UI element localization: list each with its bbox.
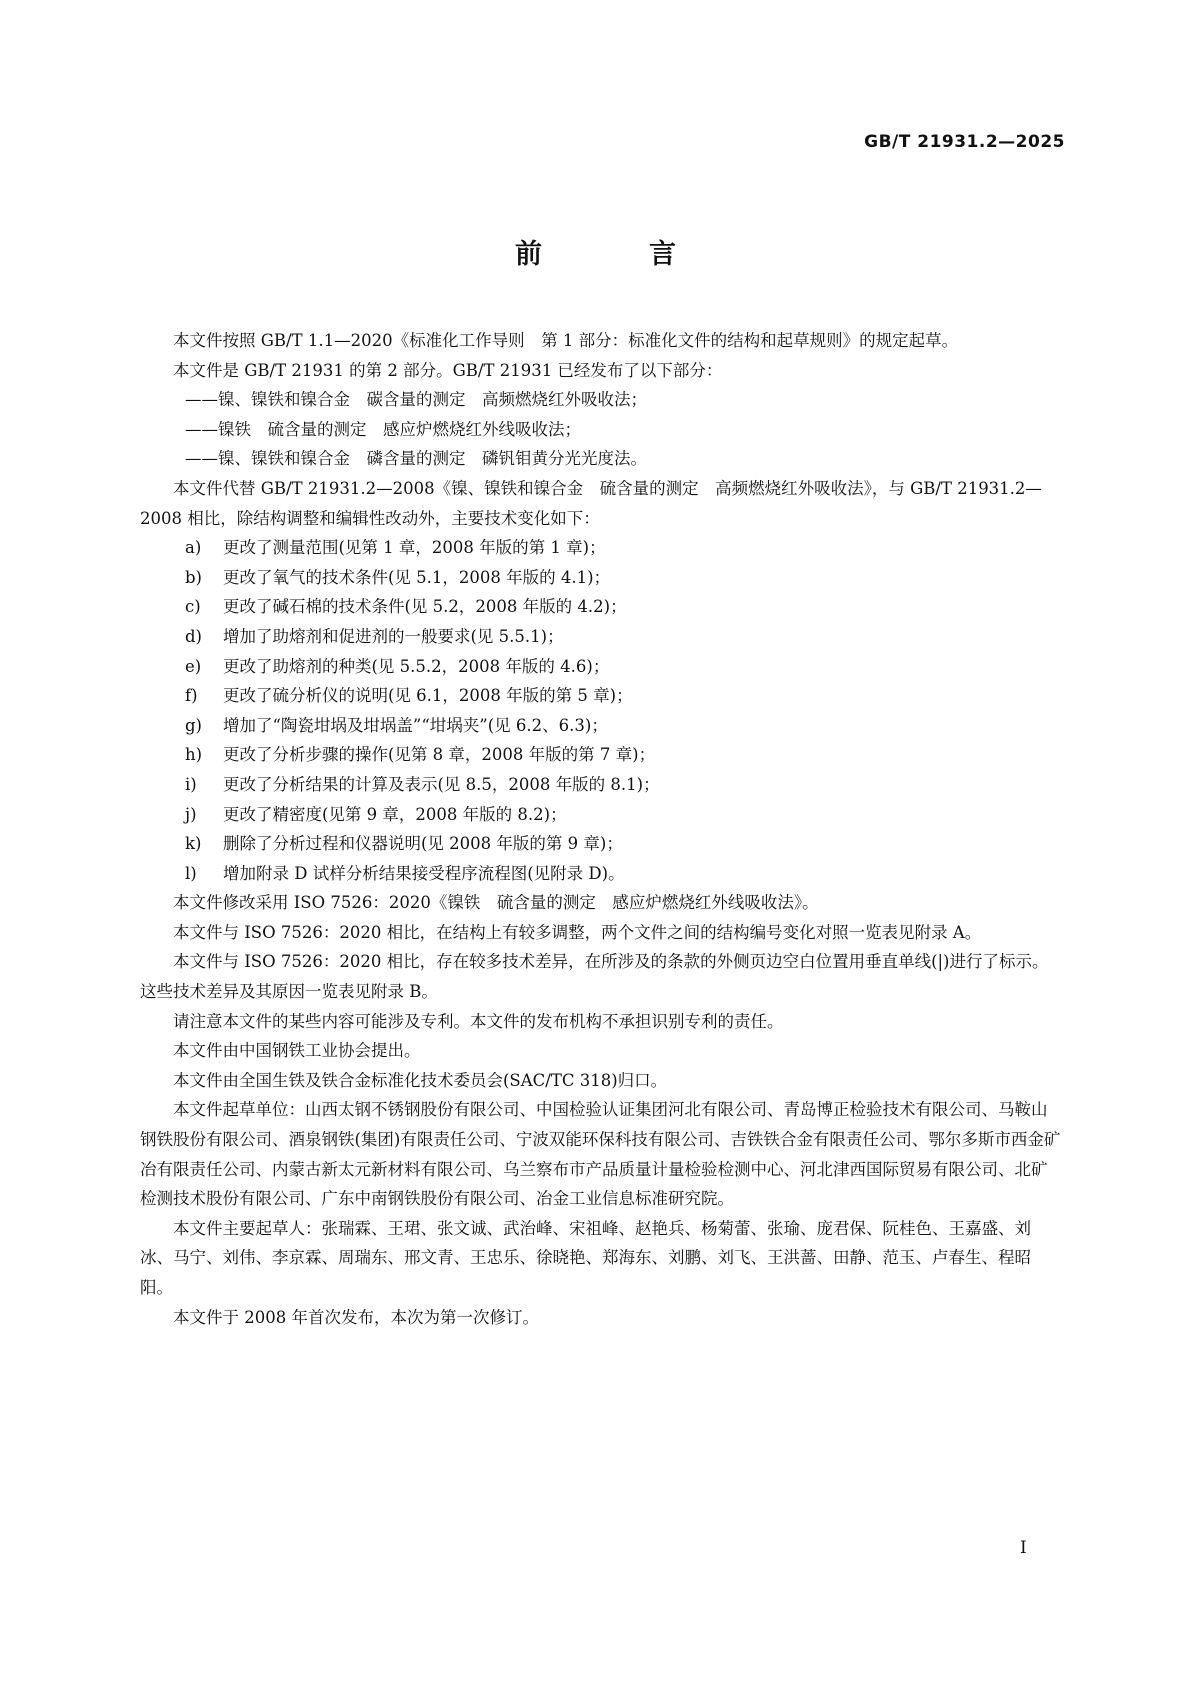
item-text: 更改了精密度(见第 9 章，2008 年版的 8.2)； (223, 804, 567, 824)
list-item (140, 711, 1062, 741)
list-item (140, 592, 1062, 622)
page-number: I (1020, 1538, 1027, 1558)
item-label: h) (185, 745, 203, 765)
paragraph: 本文件与 ISO 7526：2020 相比，存在较多技术差异，在所涉及的条款的外侧页边空白位置用垂直单线(|)进行了标示。这些技术差异及其原因一览表见附录 B。 (140, 952, 1049, 1002)
list-item (140, 652, 1062, 682)
list-item (140, 859, 1062, 889)
item-label: k) (185, 834, 202, 854)
item-label: a) (185, 538, 202, 558)
item-label: i) (185, 774, 197, 794)
paragraph: 本文件与 ISO 7526：2020 相比，在结构上有较多调整，两个文件之间的结构编号变化对照一览表见附录 A。 (173, 922, 982, 942)
item-text: 更改了氧气的技术条件(见 5.1，2008 年版的 4.1)； (223, 567, 611, 587)
paragraph: 本文件主要起草人：张瑞霖、王珺、张文诚、武治峰、宋祖峰、赵艳兵、杨菊蕾、张瑜、庞君保、阮桂色、王嘉盛、刘冰、马宁、刘伟、李京霖、周瑞东、邢文青、王忠乐、徐晓艳、郑海东、刘鹏、刘飞、王洪蔷、田静、范玉、卢春生、程昭阳。 (140, 1218, 1031, 1297)
paragraph: 本文件修改采用 ISO 7526：2020《镍铁 硫含量的测定 感应炉燃烧红外线吸收法》。 (173, 893, 819, 913)
list-item: ——镍、镍铁和镍合金 磷含量的测定 磷钒钼黄分光光度法。 (185, 449, 647, 469)
item-label: b) (185, 567, 202, 587)
item-label: j) (185, 804, 197, 824)
paragraph: 本文件起草单位：山西太钢不锈钢股份有限公司、中国检验认证集团河北有限公司、青岛博正检验技术有限公司、马鞍山钢铁股份有限公司、酒泉钢铁(集团)有限责任公司、宁波双能环保科技有限公司、吉铁铁合金有限责任公司、鄂尔多斯市西金矿冶有限责任公司、内蒙古新太元新材料有限公司、乌兰察布市产品质量计量检验检测中心、河北津西国际贸易有限公司、北矿检测技术股份有限公司、广东中南钢铁股份有限公司、冶金工业信息标准研究院。 (140, 1100, 1061, 1209)
item-text: 更改了硫分析仪的说明(见 6.1，2008 年版的第 5 章)； (223, 686, 633, 706)
list-item: ——镍铁 硫含量的测定 感应炉燃烧红外线吸收法； (185, 419, 581, 439)
page-title: 前 言 (515, 239, 716, 270)
item-label: g) (185, 715, 202, 735)
foreword-content (140, 326, 1062, 1332)
item-text: 更改了分析步骤的操作(见第 8 章，2008 年版的第 7 章)； (223, 745, 656, 765)
item-text: 增加了助熔剂和促进剂的一般要求(见 5.5.1)； (223, 626, 564, 646)
item-text: 增加了“陶瓷坩埚及坩埚盖”“坩埚夹”(见 6.2、6.3)； (223, 715, 608, 735)
paragraph: 本文件由全国生铁及铁合金标准化技术委员会(SAC/TC 318)归口。 (173, 1070, 668, 1090)
list-item (140, 622, 1062, 652)
paragraph: 本文件代替 GB/T 21931.2—2008《镍、镍铁和镍合金 硫含量的测定 高频燃烧红外吸收法》，与 GB/T 21931.2—2008 相比，除结构调整和编辑性改动外，主要技术变化如下： (140, 478, 1042, 528)
paragraph: 本文件是 GB/T 21931 的第 2 部分。GB/T 21931 已经发布了以下部分： (173, 360, 723, 380)
item-text: 更改了分析结果的计算及表示(见 8.5，2008 年版的 8.1)； (223, 774, 660, 794)
changes-list (140, 533, 1062, 888)
item-text: 增加附录 D 试样分析结果接受程序流程图(见附录 D)。 (223, 863, 625, 883)
item-text: 更改了助熔剂的种类(见 5.5.2，2008 年版的 4.6)； (223, 656, 610, 676)
item-text: 更改了碱石棉的技术条件(见 5.2，2008 年版的 4.2)； (223, 597, 627, 617)
item-text: 删除了分析过程和仪器说明(见 2008 年版的第 9 章)； (223, 834, 623, 854)
item-text: 更改了测量范围(见第 1 章，2008 年版的第 1 章)； (223, 538, 606, 558)
item-label: l) (185, 863, 197, 883)
list-item: ——镍、镍铁和镍合金 碳含量的测定 高频燃烧红外吸收法； (185, 390, 647, 410)
item-label: d) (185, 626, 202, 646)
list-item (140, 800, 1062, 830)
paragraph: 请注意本文件的某些内容可能涉及专利。本文件的发布机构不承担识别专利的责任。 (173, 1011, 784, 1031)
item-label: e) (185, 656, 202, 676)
list-item (140, 533, 1062, 563)
list-item (140, 740, 1062, 770)
list-item (140, 563, 1062, 593)
paragraph: 本文件由中国钢铁工业协会提出。 (173, 1041, 421, 1061)
item-label: c) (185, 597, 201, 617)
item-label: f) (185, 686, 198, 706)
list-item (140, 770, 1062, 800)
paragraph: 本文件于 2008 年首次发布，本次为第一次修订。 (173, 1307, 539, 1327)
list-item (140, 829, 1062, 859)
standard-number: GB/T 21931.2—2025 (864, 132, 1065, 152)
parts-list (140, 385, 1062, 474)
paragraph: 本文件按照 GB/T 1.1—2020《标准化工作导则 第 1 部分：标准化文件的结构和起草规则》的规定起草。 (173, 331, 959, 350)
list-item (140, 681, 1062, 711)
